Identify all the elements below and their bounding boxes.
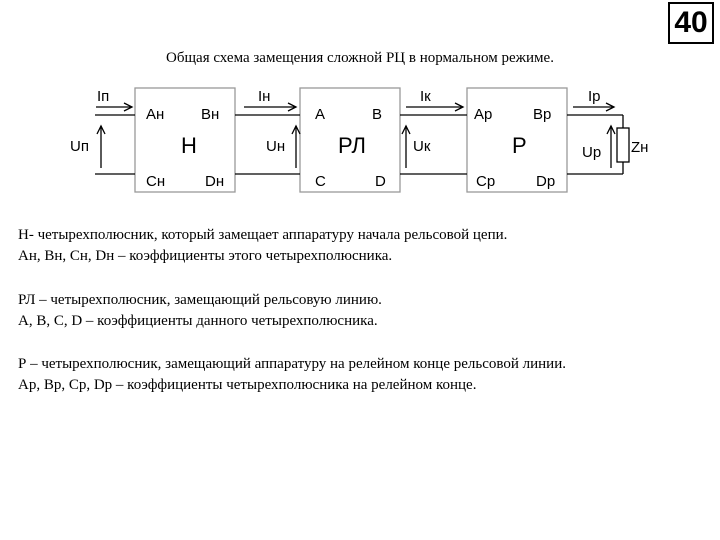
voltage-label-4: Uр: [582, 144, 602, 161]
paragraph-line: Р – четырехполюсник, замещающий аппаратуру на релейном конце рельсовой линии.: [18, 356, 566, 372]
paragraph-line: А, В, С, D – коэффициенты данного четырехполюсника.: [18, 313, 378, 329]
voltage-label-2: Uн: [266, 138, 286, 155]
voltage-arrow-2: [292, 126, 300, 168]
current-label-3: Iк: [420, 88, 431, 105]
block-r-coef-tr: Вр: [533, 106, 552, 123]
slide-number: 40: [668, 2, 714, 44]
block-n-coef-tr: Вн: [201, 106, 220, 123]
load-label: Zн: [631, 139, 649, 156]
block-rl-name: РЛ: [338, 133, 366, 158]
voltage-label-1: Uп: [70, 138, 89, 155]
voltage-arrow-1: [97, 126, 105, 168]
equivalent-circuit-diagram: [0, 0, 720, 200]
current-label-1: Iп: [97, 88, 110, 105]
page-title: Общая схема замещения сложной РЦ в нормальном режиме.: [166, 50, 554, 66]
block-n-coef-bl: Сн: [146, 173, 166, 190]
block-r-coef-br: Dр: [536, 173, 556, 190]
block-n-coef-br: Dн: [205, 173, 225, 190]
voltage-label-3: Uк: [413, 138, 431, 155]
paragraph-block-rl: [18, 290, 708, 332]
paragraph-block-n: [18, 225, 708, 267]
paragraph-line: РЛ – четырехполюсник, замещающий рельсовую линию.: [18, 292, 382, 308]
block-rl-coef-tl: А: [315, 106, 326, 123]
current-label-2: Iн: [258, 88, 271, 105]
voltage-arrow-3: [402, 126, 410, 168]
block-r-coef-bl: Ср: [476, 173, 496, 190]
paragraph-line: Ар, Вр, Ср, Dр – коэффициенты четырехполюсника на релейном конце.: [18, 377, 477, 393]
block-n-name: Н: [181, 133, 197, 158]
block-rl-coef-bl: С: [315, 173, 326, 190]
block-rl-coef-tr: В: [372, 106, 383, 123]
voltage-arrow-4: [607, 126, 615, 168]
block-r-name: Р: [512, 133, 527, 158]
current-label-4: Iр: [588, 88, 601, 105]
block-r-coef-tl: Ар: [474, 106, 493, 123]
block-rl-coef-br: D: [375, 173, 386, 190]
paragraph-line: Н- четырехполюсник, который замещает аппаратуру начала рельсовой цепи.: [18, 227, 508, 243]
load-resistor: [617, 128, 629, 162]
paragraph-line: Ан, Вн, Сн, Dн – коэффициенты этого четырехполюсника.: [18, 248, 393, 264]
current-arrow-3: [406, 103, 463, 111]
block-n-coef-tl: Ан: [146, 106, 165, 123]
paragraph-block-r: [18, 354, 708, 396]
